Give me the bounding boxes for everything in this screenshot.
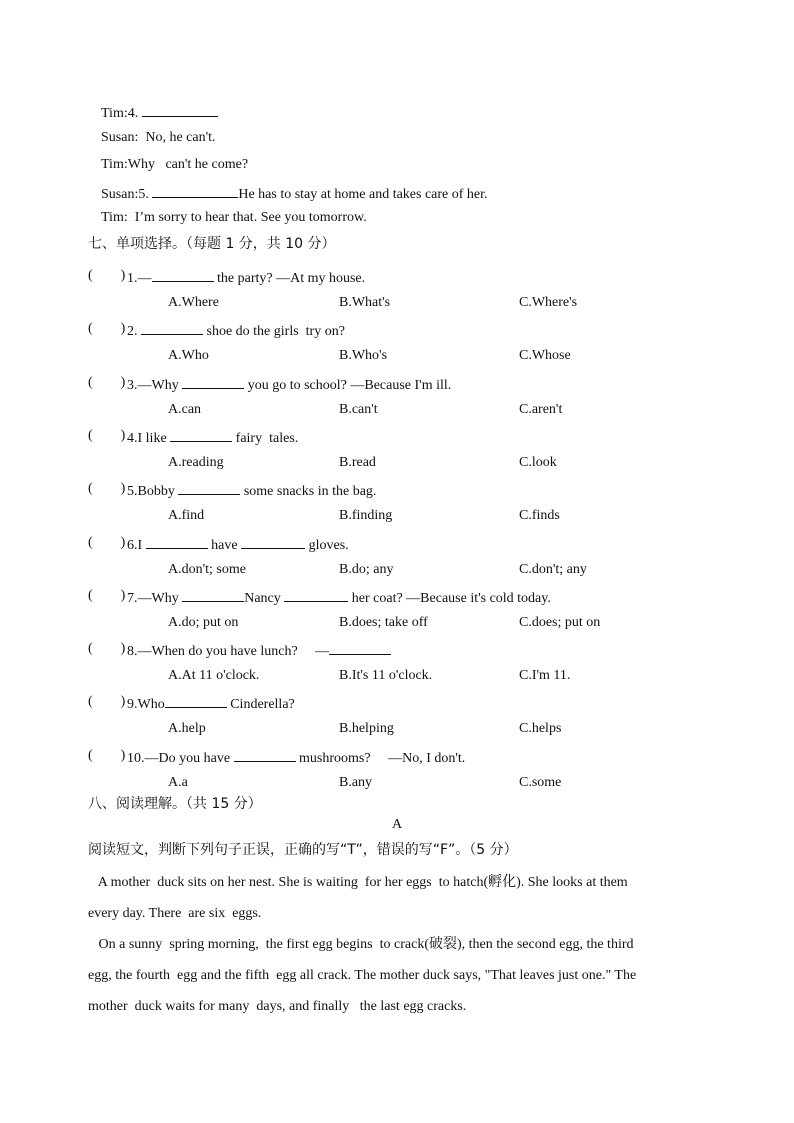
question-stem: 8.—When do you have lunch? — [127,644,330,659]
part-label: A [391,817,403,832]
question-stem: some snacks in the bag. [240,484,377,499]
option-b[interactable]: B.can't [339,402,378,417]
question-stem: 10.—Do you have [127,751,234,766]
answer-blank[interactable] [182,587,244,602]
question-stem: shoe do the girls try on? [203,324,345,339]
dialogue-line-5 [101,209,367,227]
answer-blank[interactable] [142,102,218,117]
answer-bracket[interactable]: ( ) [88,321,126,336]
option-a[interactable]: A.a [168,775,188,790]
option-c[interactable]: C.does; put on [519,615,601,630]
question-stem: the party? —At my house. [213,271,366,286]
dialogue-text: No, he can't. [145,130,216,145]
question-stem: mushrooms? —No, I don't. [295,751,466,766]
answer-bracket[interactable]: ( ) [88,748,126,763]
option-b[interactable]: B.Who's [339,348,388,363]
question-stem: you go to school? —Because I'm ill. [244,378,452,393]
answer-blank[interactable] [141,320,203,335]
question-stem: 6.I [127,538,146,553]
answer-bracket[interactable]: ( ) [88,694,126,709]
question-text [127,427,298,448]
question-text [127,534,349,555]
answer-blank[interactable] [152,183,238,198]
option-a[interactable]: A.At 11 o'clock. [168,668,260,683]
option-b[interactable]: B.read [339,455,376,470]
question-stem: Nancy [244,591,285,606]
answer-blank[interactable] [241,534,305,549]
passage-line: every day. There are six eggs. [88,906,262,921]
speaker-label: Tim:Why [101,157,155,172]
option-c[interactable]: C.helps [519,721,562,736]
option-c[interactable]: C.I'm 11. [519,668,571,683]
answer-blank[interactable] [165,693,227,708]
dialogue-line-3 [101,156,248,174]
question-stem: Cinderella? [226,697,295,712]
dialogue-text: I’m sorry to hear that. See you tomorrow. [134,210,367,225]
answer-blank[interactable] [329,640,391,655]
answer-blank[interactable] [146,534,208,549]
dialogue-line-2 [101,129,216,147]
option-a[interactable]: A.can [168,402,202,417]
question-text [127,320,345,341]
answer-bracket[interactable]: ( ) [88,481,126,496]
option-a[interactable]: A.help [168,721,206,736]
answer-bracket[interactable]: ( ) [88,428,126,443]
speaker-label: Tim: [101,210,128,225]
dialogue-text: He has to stay at home and takes care of her. [238,187,488,202]
option-c[interactable]: C.don't; any [519,562,587,577]
option-a[interactable]: A.Who [168,348,209,363]
option-c[interactable]: C.Where's [519,295,578,310]
question-stem: 3.—Why [127,378,183,393]
dialogue-line-1 [101,102,218,123]
dialogue-line-4 [101,183,488,204]
question-stem: 9.Who [127,697,165,712]
answer-bracket[interactable]: ( ) [88,641,126,656]
question-stem: 1.— [127,271,152,286]
option-b[interactable]: B.do; any [339,562,394,577]
question-stem: 2. [127,324,141,339]
question-text [127,267,365,288]
option-b[interactable]: B.finding [339,508,393,523]
question-stem: fairy tales. [232,431,299,446]
option-a[interactable]: A.Where [168,295,219,310]
option-a[interactable]: A.reading [168,455,224,470]
option-c[interactable]: C.aren't [519,402,563,417]
option-c[interactable]: C.some [519,775,562,790]
question-stem: 5.Bobby [127,484,179,499]
speaker-label: Susan: [101,130,139,145]
passage-line: egg, the fourth egg and the fifth egg all crack. The mother duck says, "That leaves just one." The [88,968,637,983]
option-c[interactable]: C.look [519,455,557,470]
answer-blank[interactable] [284,587,348,602]
option-c[interactable]: C.Whose [519,348,571,363]
option-a[interactable]: A.don't; some [168,562,246,577]
question-stem: 4.I like [127,431,171,446]
question-text [127,374,451,395]
option-c[interactable]: C.finds [519,508,560,523]
passage-line: A mother duck sits on her nest. She is waiting for her eggs to hatch(孵化). She looks at them [88,875,628,890]
question-text [127,480,376,501]
answer-blank[interactable] [152,267,214,282]
dialogue-text: can't he come? [165,157,249,172]
answer-blank[interactable] [182,374,244,389]
answer-blank[interactable] [170,427,232,442]
speaker-label: Tim:4. [101,106,139,121]
passage-line: On a sunny spring morning, the first egg begins to crack(破裂), then the second egg, the third [88,937,634,952]
answer-bracket[interactable]: ( ) [88,375,126,390]
question-text [127,587,551,608]
answer-blank[interactable] [234,747,296,762]
question-stem: have [207,538,242,553]
section-8-title: 八、阅读理解。（共 15 分） [88,796,262,812]
option-b[interactable]: B.does; take off [339,615,428,630]
option-b[interactable]: B.What's [339,295,391,310]
option-b[interactable]: B.It's 11 o'clock. [339,668,433,683]
passage-line: mother duck waits for many days, and finally the last egg cracks. [88,999,467,1014]
question-text [127,693,295,714]
option-b[interactable]: B.helping [339,721,394,736]
answer-blank[interactable] [178,480,240,495]
speaker-label: Susan:5. [101,187,149,202]
option-b[interactable]: B.any [339,775,373,790]
section-7-title: 七、单项选择。（每题 1 分，共 10 分） [88,236,336,252]
question-stem: her coat? —Because it's cold today. [348,591,551,606]
option-a[interactable]: A.do; put on [168,615,239,630]
question-text [127,747,465,768]
question-stem: gloves. [305,538,349,553]
question-stem: 7.—Why [127,591,183,606]
answer-bracket[interactable]: ( ) [88,535,126,550]
reading-instruction: 阅读短文，判断下列句子正误，正确的写“T”，错误的写“F”。（5 分） [88,842,518,858]
option-a[interactable]: A.find [168,508,205,523]
answer-bracket[interactable]: ( ) [88,588,126,603]
question-text [127,640,391,661]
answer-bracket[interactable]: ( ) [88,268,126,283]
